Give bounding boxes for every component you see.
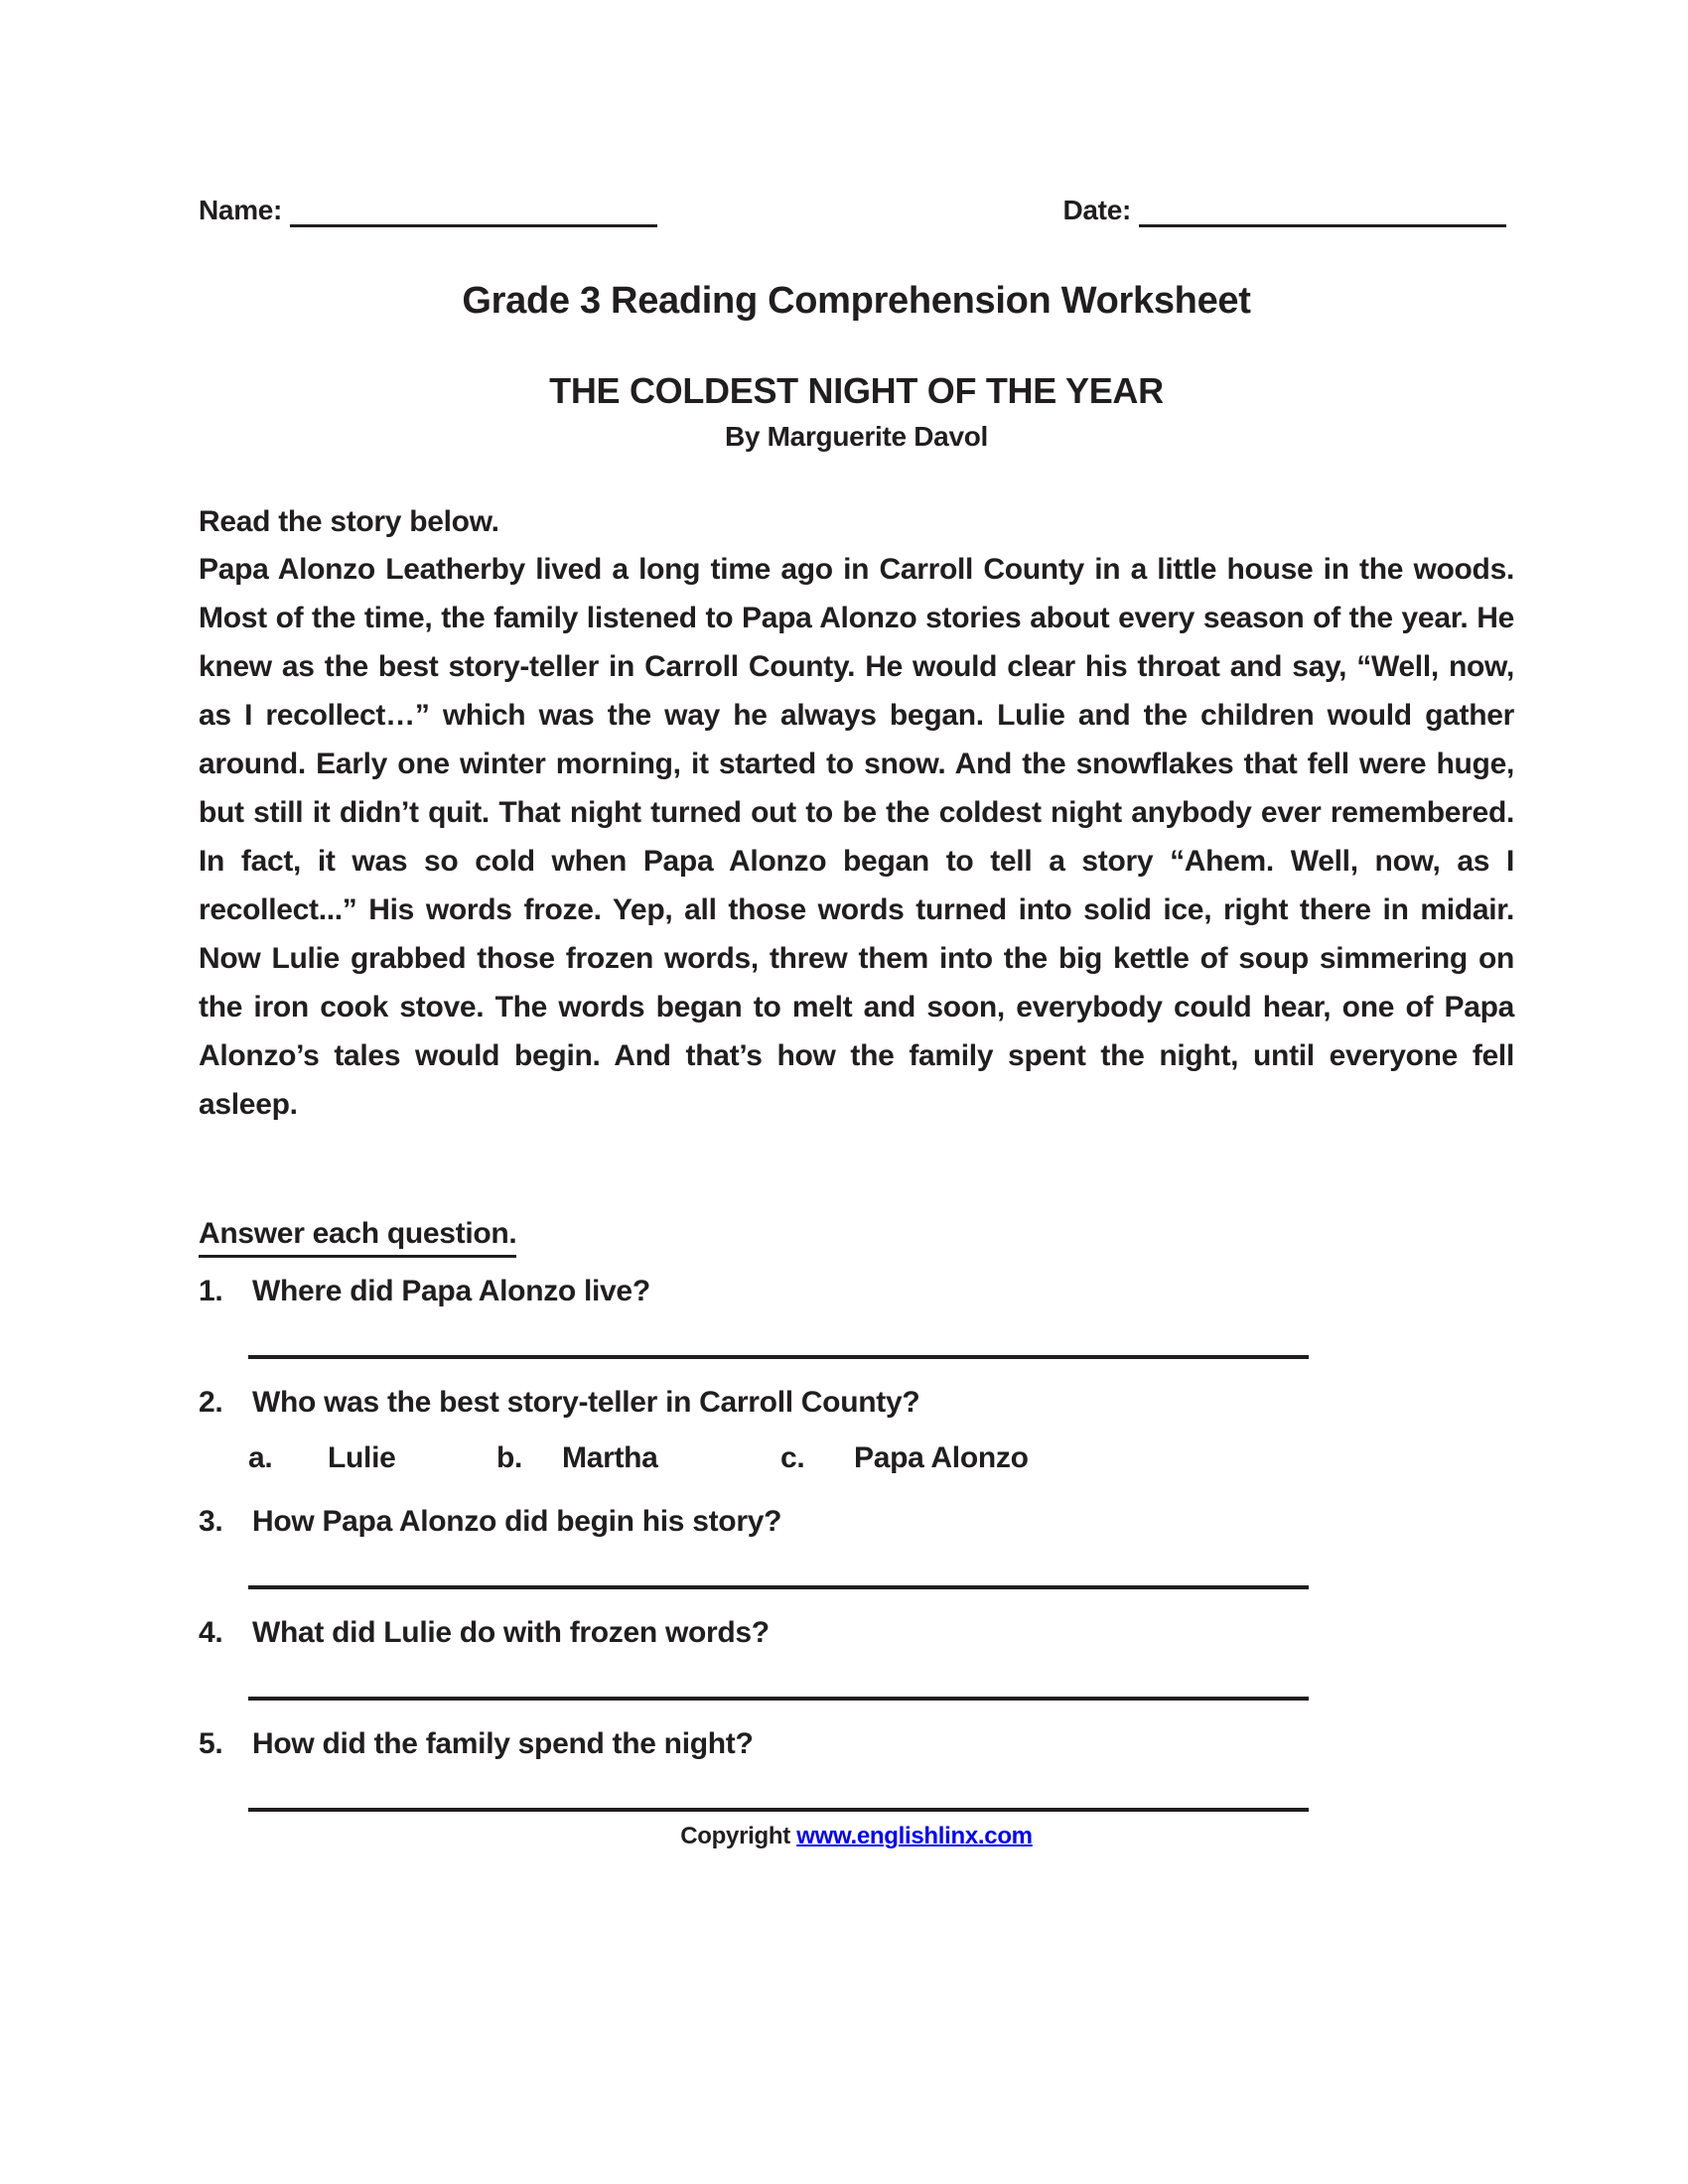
worksheet-title: Grade 3 Reading Comprehension Worksheet xyxy=(462,280,1251,322)
story-text: Papa Alonzo Leatherby lived a long time ago in Carroll County in a little house in the woods. Most of the time, the family listened to Papa Alonzo stories about every season of the year. He knew as the best story-teller in Carroll County. He would clear his throat and say, “Well, now, as I recollect…” which was the way he always began. Lulie and the children would gather around. Early one winter morning, it started to snow. And the snowflakes that fell were huge, but still it didn’t quit. That night turned out to be the coldest night anybody ever remembered. In fact, it was so cold when Papa Alonzo began to tell a story “Ahem. Well, now, as I recollect...” His words froze. Yep, all those words turned into solid ice, right there in midair. Now Lulie grabbed those frozen words, threw them into the big kettle of soup simmering on the iron cook stove. The words began to melt and soon, everybody could hear, one of Papa Alonzo’s tales would begin. And that’s how the family spent the night, until everyone fell asleep. xyxy=(199,553,1514,1121)
question-text: Who was the best story-teller in Carroll County? xyxy=(252,1386,920,1419)
answer-instruction xyxy=(199,1216,1514,1258)
copyright-label: Copyright xyxy=(680,1823,790,1849)
question-row xyxy=(199,1724,1514,1764)
answer-blank-line xyxy=(248,1808,1309,1812)
story-byline: By Marguerite Davol xyxy=(724,421,989,452)
read-instruction: Read the story below. xyxy=(199,505,499,538)
question-row xyxy=(199,1502,1514,1542)
answer-option xyxy=(248,1438,496,1478)
question-options xyxy=(248,1438,1514,1478)
answer-option xyxy=(780,1438,1029,1478)
answer-blank-line xyxy=(248,1355,1309,1359)
question-number: 2. xyxy=(199,1386,223,1419)
option-letter: a. xyxy=(248,1441,273,1474)
question-text: How Papa Alonzo did begin his story? xyxy=(252,1505,782,1538)
name-blank-line xyxy=(290,195,657,227)
answer-blank-line xyxy=(248,1585,1309,1589)
questions-list xyxy=(199,1272,1514,1812)
question-text: What did Lulie do with frozen words? xyxy=(252,1616,770,1649)
question-row xyxy=(199,1613,1514,1653)
date-field xyxy=(1062,194,1506,227)
option-text: Papa Alonzo xyxy=(854,1441,1029,1474)
question-number: 5. xyxy=(199,1727,223,1760)
story-title: THE COLDEST NIGHT OF THE YEAR xyxy=(549,370,1164,411)
option-letter: b. xyxy=(496,1441,523,1474)
date-blank-line xyxy=(1139,195,1506,227)
name-field xyxy=(199,194,657,227)
footer xyxy=(199,1822,1514,1851)
question-number: 1. xyxy=(199,1275,223,1307)
answer-option xyxy=(496,1438,780,1478)
question-text: How did the family spend the night? xyxy=(252,1727,754,1760)
name-label: Name: xyxy=(199,195,283,225)
option-text: Lulie xyxy=(328,1441,396,1474)
question-number: 4. xyxy=(199,1616,223,1649)
date-label: Date: xyxy=(1062,195,1131,225)
question-row xyxy=(199,1272,1514,1311)
option-text: Martha xyxy=(562,1441,658,1474)
name-date-row xyxy=(199,194,1514,227)
copyright-link[interactable]: www.englishlinx.com xyxy=(796,1823,1033,1849)
question-number: 3. xyxy=(199,1505,223,1538)
answer-blank-line xyxy=(248,1697,1309,1701)
question-row xyxy=(199,1383,1514,1423)
option-letter: c. xyxy=(780,1441,805,1474)
question-text: Where did Papa Alonzo live? xyxy=(252,1275,650,1307)
answer-instruction-text: Answer each question. xyxy=(199,1216,516,1258)
